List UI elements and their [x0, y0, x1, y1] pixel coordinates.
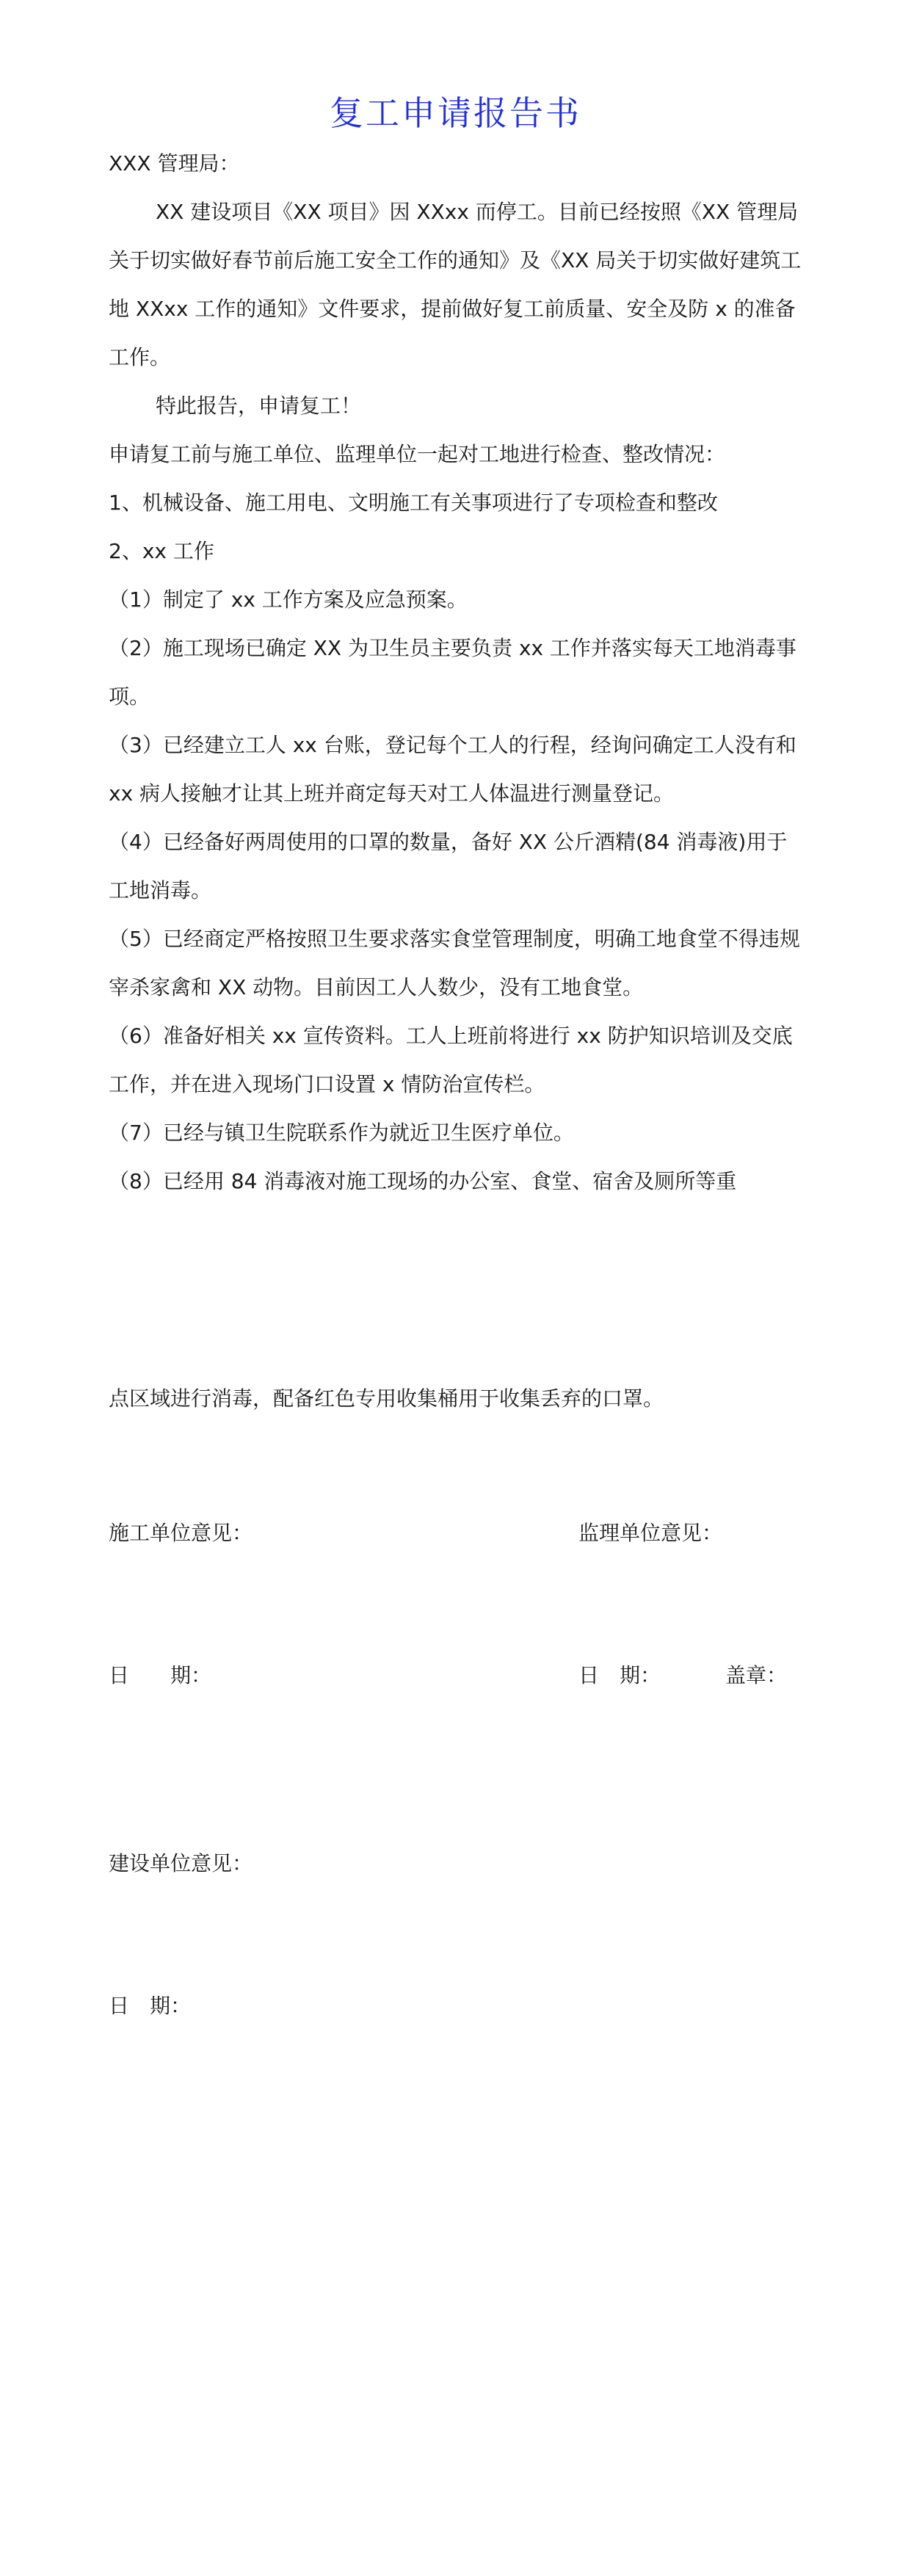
list-item: 2、xx 工作 — [109, 539, 214, 563]
seal-label: 盖章： — [725, 1663, 788, 1687]
construction-date-label: 日 期： — [109, 1663, 212, 1687]
list-item: （8）已经用 84 消毒液对施工现场的办公室、食堂、宿舍及厕所等重 — [109, 1169, 737, 1193]
list-item: （1）制定了 xx 工作方案及应急预案。 — [109, 587, 468, 612]
body-paragraph: 特此报告，申请复工！ — [156, 394, 362, 418]
supervision-unit-opinion: 监理单位意见： — [578, 1521, 723, 1545]
list-item: （5）已经商定严格按照卫生要求落实食堂管理制度，明确工地食堂不得违规宰杀家禽和 XX 动物。目前因工人人数少，没有工地食堂。 — [109, 927, 800, 999]
supervision-date-label: 日 期： — [578, 1663, 661, 1687]
document-body — [109, 140, 802, 1206]
check-intro: 申请复工前与施工单位、监理单位一起对工地进行检查、整改情况： — [109, 442, 726, 466]
document-title: 复工申请报告书 — [330, 93, 581, 133]
list-item: （2）施工现场已确定 XX 为卫生员主要负责 xx 工作并落实每天工地消毒事项。 — [109, 636, 796, 709]
list-item: （6）准备好相关 xx 宣传资料。工人上班前将进行 xx 防护知识培训及交底工作，并在进入现场门口设置 x 情防治宣传栏。 — [109, 1024, 793, 1096]
continuation-paragraph: 点区域进行消毒，配备红色专用收集桶用于收集丢弃的口罩。 — [109, 1386, 664, 1411]
list-item: （4）已经备好两周使用的口罩的数量，备好 XX 公斤酒精(84 消毒液)用于工地消毒。 — [109, 830, 788, 902]
construction-unit-opinion: 施工单位意见： — [109, 1521, 253, 1545]
owner-unit-opinion: 建设单位意见： — [109, 1851, 253, 1875]
body-paragraph: XX 建设项目《XX 项目》因 XXxx 而停工。目前已经按照《XX 管理局关于切实做好春节前后施工安全工作的通知》及《XX 局关于切实做好建筑工地 XXxx 工作的通知》文件要求，提前做好复工前质量、安全及防 x 的准备工作。 — [109, 200, 802, 369]
list-item: （3）已经建立工人 xx 台账，登记每个工人的行程，经询问确定工人没有和 xx 病人接触才让其上班并商定每天对工人体温进行测量登记。 — [109, 733, 796, 806]
owner-date-label: 日 期： — [109, 1994, 192, 2018]
list-item: （7）已经与镇卫生院联系作为就近卫生医疗单位。 — [109, 1121, 574, 1145]
list-item: 1、机械设备、施工用电、文明施工有关事项进行了专项检查和整改 — [109, 491, 718, 515]
addressee: XXX 管理局： — [109, 151, 240, 176]
